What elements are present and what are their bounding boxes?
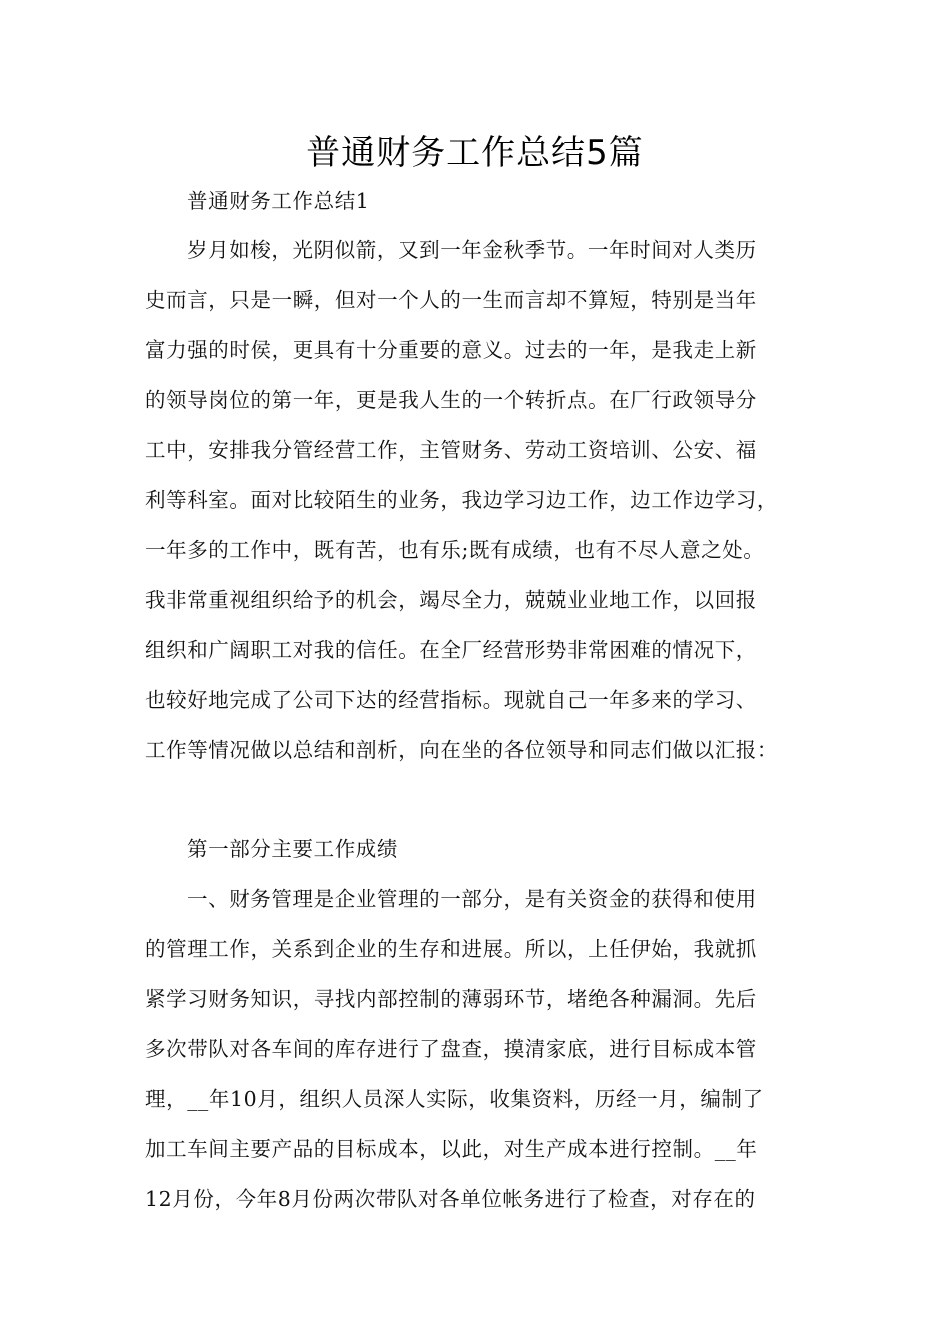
paragraph-line: 我非常重视组织给予的机会，竭尽全力，兢兢业业地工作，以回报: [145, 588, 757, 612]
paragraph-line: 一年多的工作中，既有苦，也有乐;既有成绩，也有不尽人意之处。: [145, 538, 765, 562]
paragraph-line: 组织和广阔职工对我的信任。在全厂经营形势非常困难的情况下，: [145, 638, 757, 662]
paragraph-line: 工中，安排我分管经营工作，主管财务、劳动工资培训、公安、福: [145, 438, 757, 462]
paragraph-line: 岁月如梭，光阴似箭，又到一年金秋季节。一年时间对人类历: [187, 238, 757, 262]
subtitle: 普通财务工作总结1: [187, 189, 370, 213]
paragraph-line: 理，__年10月，组织人员深人实际，收集资料，历经一月，编制了: [145, 1087, 764, 1111]
paragraph-line: 也较好地完成了公司下达的经营指标。现就自己一年多来的学习、: [145, 688, 757, 712]
paragraph-line: 多次带队对各车间的库存进行了盘查，摸清家底，进行目标成本管: [145, 1037, 757, 1061]
paragraph-line: 加工车间主要产品的目标成本，以此，对生产成本进行控制。__年: [145, 1137, 758, 1161]
paragraph-line: 12月份，今年8月份两次带队对各单位帐务进行了检查，对存在的: [145, 1187, 756, 1211]
paragraph-line: 富力强的时侯，更具有十分重要的意义。过去的一年，是我走上新: [145, 338, 757, 362]
paragraph-line: 的领导岗位的第一年，更是我人生的一个转折点。在厂行政领导分: [145, 388, 757, 412]
document-title: 普通财务工作总结5篇: [306, 133, 644, 173]
paragraph-line: 史而言，只是一瞬，但对一个人的一生而言却不算短，特别是当年: [145, 288, 757, 312]
paragraph-line: 利等科室。面对比较陌生的业务，我边学习边工作，边工作边学习，: [145, 488, 778, 512]
section-heading: 第一部分主要工作成绩: [187, 837, 398, 861]
paragraph-line: 工作等情况做以总结和剖析，向在坐的各位领导和同志们做以汇报：: [145, 738, 778, 762]
paragraph-line: 一、财务管理是企业管理的一部分，是有关资金的获得和使用: [187, 887, 757, 911]
paragraph-line: 紧学习财务知识，寻找内部控制的薄弱环节，堵绝各种漏洞。先后: [145, 987, 757, 1011]
paragraph-line: 的管理工作，关系到企业的生存和进展。所以，上任伊始，我就抓: [145, 937, 757, 961]
